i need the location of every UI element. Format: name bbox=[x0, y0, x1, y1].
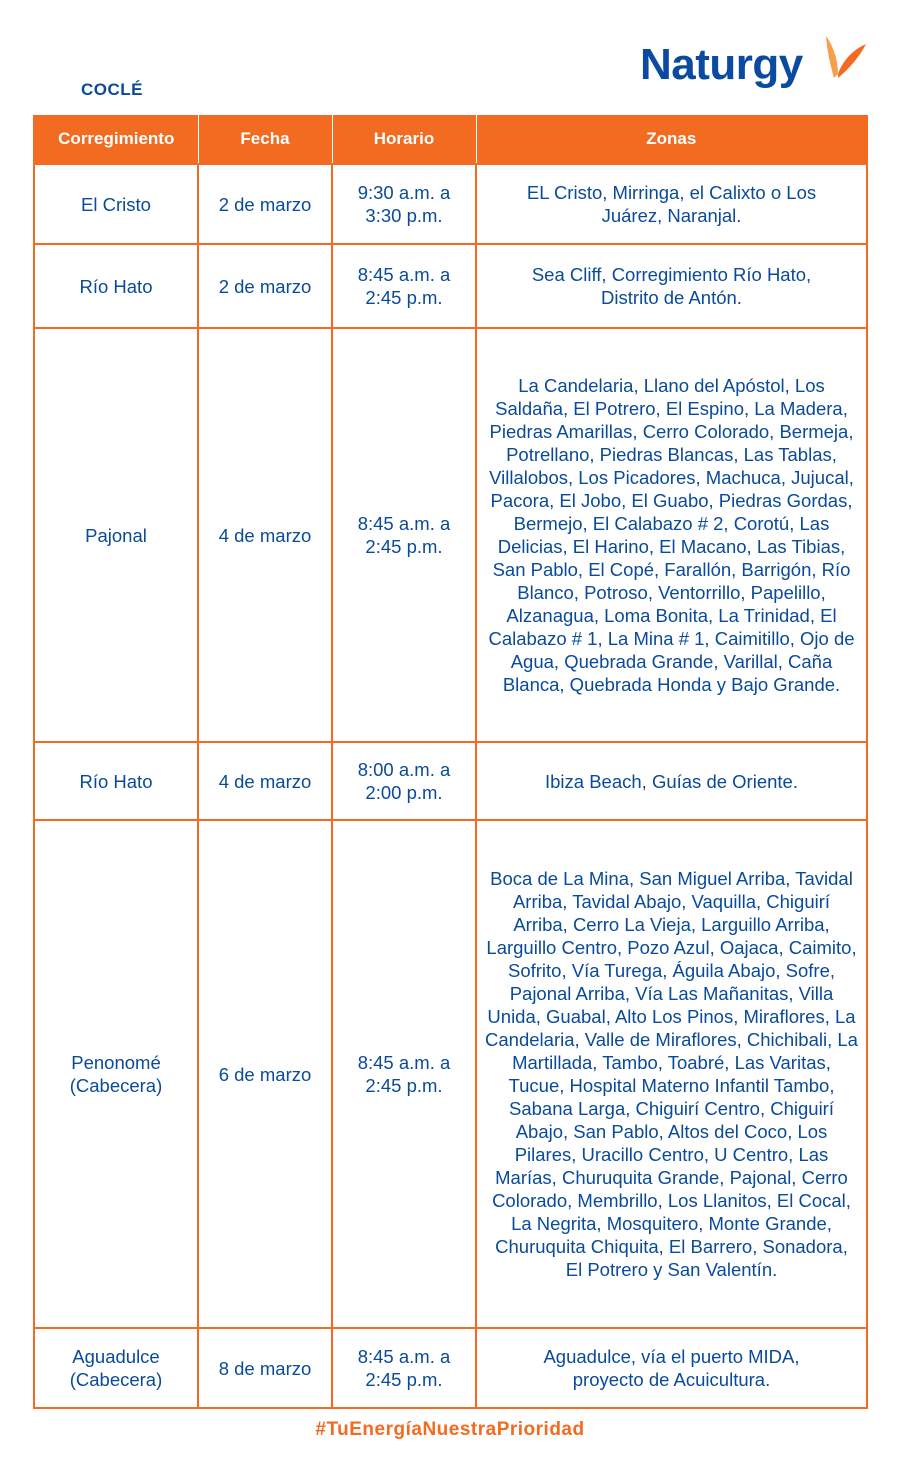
header-fecha: Fecha bbox=[198, 115, 332, 164]
cell-horario: 8:00 a.m. a 2:00 p.m. bbox=[332, 742, 476, 820]
cell-horario: 9:30 a.m. a 3:30 p.m. bbox=[332, 164, 476, 244]
schedule-table bbox=[33, 115, 868, 1409]
region-title: COCLÉ bbox=[81, 80, 143, 99]
cell-zonas: Boca de La Mina, San Miguel Arriba, Tavidal Arriba, Tavidal Abajo, Vaquilla, Chiguirí Arriba, Cerro La Vieja, Larguillo Arriba, Larguillo Centro, Pozo Azul, Oajaca, Caimito, Sofrito, Vía Turega, Águila Abajo, Sofre, Pajonal Arriba, Vía Las Mañanitas, Villa Unida, Guabal, Alto Los Pinos, Miraflores, La Candelaria, Valle de Miraflores, Chichibali, La Martillada, Tambo, Toabré, Las Varitas, Tucue, Hospital Materno Infantil Tambo, Sabana Larga, Chiguirí Centro, Chiguirí Abajo, San Pablo, Altos del Coco, Los Pilares, Uracillo Centro, U Centro, Las Marías, Churuquita Grande, Pajonal, Cerro Colorado, Membrillo, Los Llanitos, El Cocal, La Negrita, Mosquitero, Monte Grande, Churuquita Chiquita, El Barrero, Sonadora, El Potrero y San Valentín. bbox=[476, 820, 867, 1328]
table-row bbox=[34, 742, 867, 820]
cell-fecha: 8 de marzo bbox=[198, 1328, 332, 1408]
cell-fecha: 4 de marzo bbox=[198, 328, 332, 742]
butterfly-icon bbox=[818, 34, 868, 84]
cell-corregimiento: El Cristo bbox=[34, 164, 198, 244]
table-row bbox=[34, 1328, 867, 1408]
cell-zonas: La Candelaria, Llano del Apóstol, Los Saldaña, El Potrero, El Espino, La Madera, Piedras Amarillas, Cerro Colorado, Bermeja, Potrellano, Piedras Blancas, Las Tablas, Villalobos, Los Picadores, Machuca, Jujucal, Pacora, El Jobo, El Guabo, Piedras Gordas, Bermejo, El Calabazo # 2, Corotú, Las Delicias, El Harino, El Macano, Las Tibias, San Pablo, El Copé, Farallón, Barrigón, Río Blanco, Potroso, Ventorrillo, Papelillo, Alzanagua, Loma Bonita, La Trinidad, El Calabazo # 1, La Mina # 1, Caimitillo, Ojo de Agua, Quebrada Grande, Varillal, Caña Blanca, Quebrada Honda y Bajo Grande. bbox=[476, 328, 867, 742]
cell-horario: 8:45 a.m. a 2:45 p.m. bbox=[332, 1328, 476, 1408]
cell-zonas: EL Cristo, Mirringa, el Calixto o Los Juárez, Naranjal. bbox=[476, 164, 867, 244]
cell-corregimiento: Río Hato bbox=[34, 742, 198, 820]
hashtag-footer: #TuEnergíaNuestraPrioridad bbox=[315, 1419, 585, 1440]
cell-horario: 8:45 a.m. a 2:45 p.m. bbox=[332, 244, 476, 328]
cell-fecha: 6 de marzo bbox=[198, 820, 332, 1328]
cell-corregimiento: Pajonal bbox=[34, 328, 198, 742]
cell-corregimiento: Río Hato bbox=[34, 244, 198, 328]
cell-corregimiento: Penonomé (Cabecera) bbox=[34, 820, 198, 1328]
logo-wordmark: Naturgy bbox=[640, 40, 803, 89]
cell-zonas: Aguadulce, vía el puerto MIDA, proyecto de Acuicultura. bbox=[476, 1328, 867, 1408]
cell-horario: 8:45 a.m. a 2:45 p.m. bbox=[332, 328, 476, 742]
table-row bbox=[34, 328, 867, 742]
cell-zonas: Sea Cliff, Corregimiento Río Hato, Distrito de Antón. bbox=[476, 244, 867, 328]
cell-horario: 8:45 a.m. a 2:45 p.m. bbox=[332, 820, 476, 1328]
header-corregimiento: Corregimiento bbox=[34, 115, 198, 164]
cell-fecha: 2 de marzo bbox=[198, 164, 332, 244]
cell-fecha: 4 de marzo bbox=[198, 742, 332, 820]
naturgy-logo bbox=[640, 34, 870, 98]
cell-corregimiento: Aguadulce (Cabecera) bbox=[34, 1328, 198, 1408]
cell-zonas: Ibiza Beach, Guías de Oriente. bbox=[476, 742, 867, 820]
cell-fecha: 2 de marzo bbox=[198, 244, 332, 328]
table-header-row bbox=[34, 115, 867, 164]
header-zonas: Zonas bbox=[476, 115, 867, 164]
header-horario: Horario bbox=[332, 115, 476, 164]
table-row bbox=[34, 164, 867, 244]
table-row bbox=[34, 244, 867, 328]
table-row bbox=[34, 820, 867, 1328]
